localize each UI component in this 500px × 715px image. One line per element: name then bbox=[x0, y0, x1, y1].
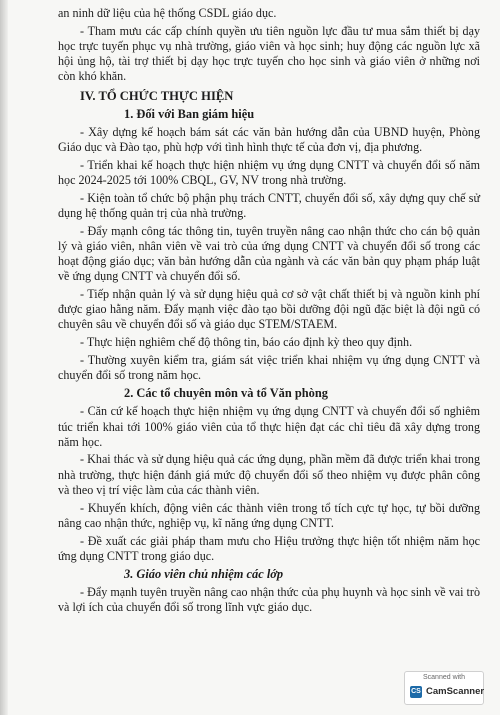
section-heading: IV. TỔ CHỨC THỰC HIỆN bbox=[80, 88, 234, 103]
paragraph: - Đẩy mạnh công tác thông tin, tuyên truyền nâng cao nhận thức cho cán bộ quản lý và giáo viên, nhân viên về vai trò của ứng dụng CNTT và chuyển đổi số trong các hoạt động giáo dục; văn bản hướng dẫn của ngành và các văn bản quy phạm pháp luật về ứng dụng CNTT và chuyển đổi số. bbox=[58, 223, 480, 284]
paragraph: - Khai thác và sử dụng hiệu quả các ứng dụng, phần mềm đã được triển khai trong nhà trường, thực hiện đánh giá mức độ chuyển đổi số theo nhiệm vụ được phân công và theo vị trí việc làm của các thành viên. bbox=[58, 452, 480, 497]
subsection-title: 3. Giáo viên chủ nhiệm các lớp bbox=[124, 566, 284, 581]
subsection-heading bbox=[124, 567, 480, 582]
watermark-caption: Scanned with bbox=[422, 674, 466, 681]
paragraph: - Xây dựng kế hoạch bám sát các văn bản hướng dẫn của UBND huyện, Phòng Giáo dục và Đào tạo, phù hợp với tình hình thực tế của đơn vị, địa phương. bbox=[58, 124, 480, 155]
watermark-brand: CamScanner bbox=[426, 686, 485, 697]
subsection-heading bbox=[124, 107, 480, 122]
subsection-heading bbox=[124, 386, 480, 401]
paragraph: an ninh dữ liệu của hệ thống CSDL giáo dục. bbox=[58, 6, 277, 20]
paragraph: - Triển khai kế hoạch thực hiện nhiệm vụ ứng dụng CNTT và chuyển đổi số năm học 2024-2025 tới 100% CBQL, GV, NV trong nhà trường. bbox=[58, 157, 480, 188]
camscanner-logo-icon: CS bbox=[410, 686, 422, 698]
paragraph: - Đề xuất các giải pháp tham mưu cho Hiệu trưởng thực hiện tốt nhiệm năm học ứng dụng CNTT trong giáo dục. bbox=[58, 533, 480, 563]
scan-edge-shadow bbox=[0, 0, 8, 715]
paragraph: - Căn cứ kế hoạch thực hiện nhiệm vụ ứng dụng CNTT và chuyển đổi số nghiêm túc triển khai tới 100% giáo viên của tổ thực hiện đạt các chỉ tiêu đã xây dựng trong năm học. bbox=[58, 404, 480, 449]
paragraph: - Tham mưu các cấp chính quyền ưu tiên nguồn lực đầu tư mua sắm thiết bị dạy học trực tuyến phục vụ nhà trường, giáo viên và học sinh; huy động các nguồn lực xã hội ủng hộ, tài trợ thiết bị dạy học trực tuyến cho học sinh và giáo viên ở những nơi còn khó khăn. bbox=[58, 23, 480, 84]
paragraph: - Tiếp nhận quản lý và sử dụng hiệu quả cơ sở vật chất thiết bị và nguồn kinh phí được giao hằng năm. Đẩy mạnh việc đào tạo bồi dưỡng đội ngũ đặc biệt là đội ngũ có chuyên sâu về chuyển đổi số và giáo dục STEM/STAEM. bbox=[58, 286, 480, 332]
camscanner-watermark bbox=[404, 671, 484, 705]
subsection-title: 2. Các tổ chuyên môn và tổ Văn phòng bbox=[124, 386, 328, 401]
paragraph: - Kiện toàn tổ chức bộ phận phụ trách CNTT, chuyển đổi số, xây dựng quy chế sử dụng hệ thống quản trị của nhà trường. bbox=[58, 190, 480, 220]
paragraph: - Khuyến khích, động viên các thành viên trong tổ tích cực tự học, tự bồi dưỡng nâng cao nhận thức, nghiệp vụ, kĩ năng ứng dụng CNTT. bbox=[58, 500, 480, 530]
paragraph: - Thực hiện nghiêm chế độ thông tin, báo cáo định kỳ theo quy định. bbox=[80, 335, 413, 350]
paragraph: - Thường xuyên kiểm tra, giám sát việc triển khai nhiệm vụ ứng dụng CNTT và chuyển đổi số trong năm học. bbox=[58, 352, 480, 382]
paragraph: - Đẩy mạnh tuyên truyền nâng cao nhận thức của phụ huynh và học sinh về vai trò và lợi ích của chuyển đổi số trong lĩnh vực giáo dục. bbox=[58, 585, 480, 615]
subsection-title: 1. Đối với Ban giám hiệu bbox=[124, 106, 255, 121]
